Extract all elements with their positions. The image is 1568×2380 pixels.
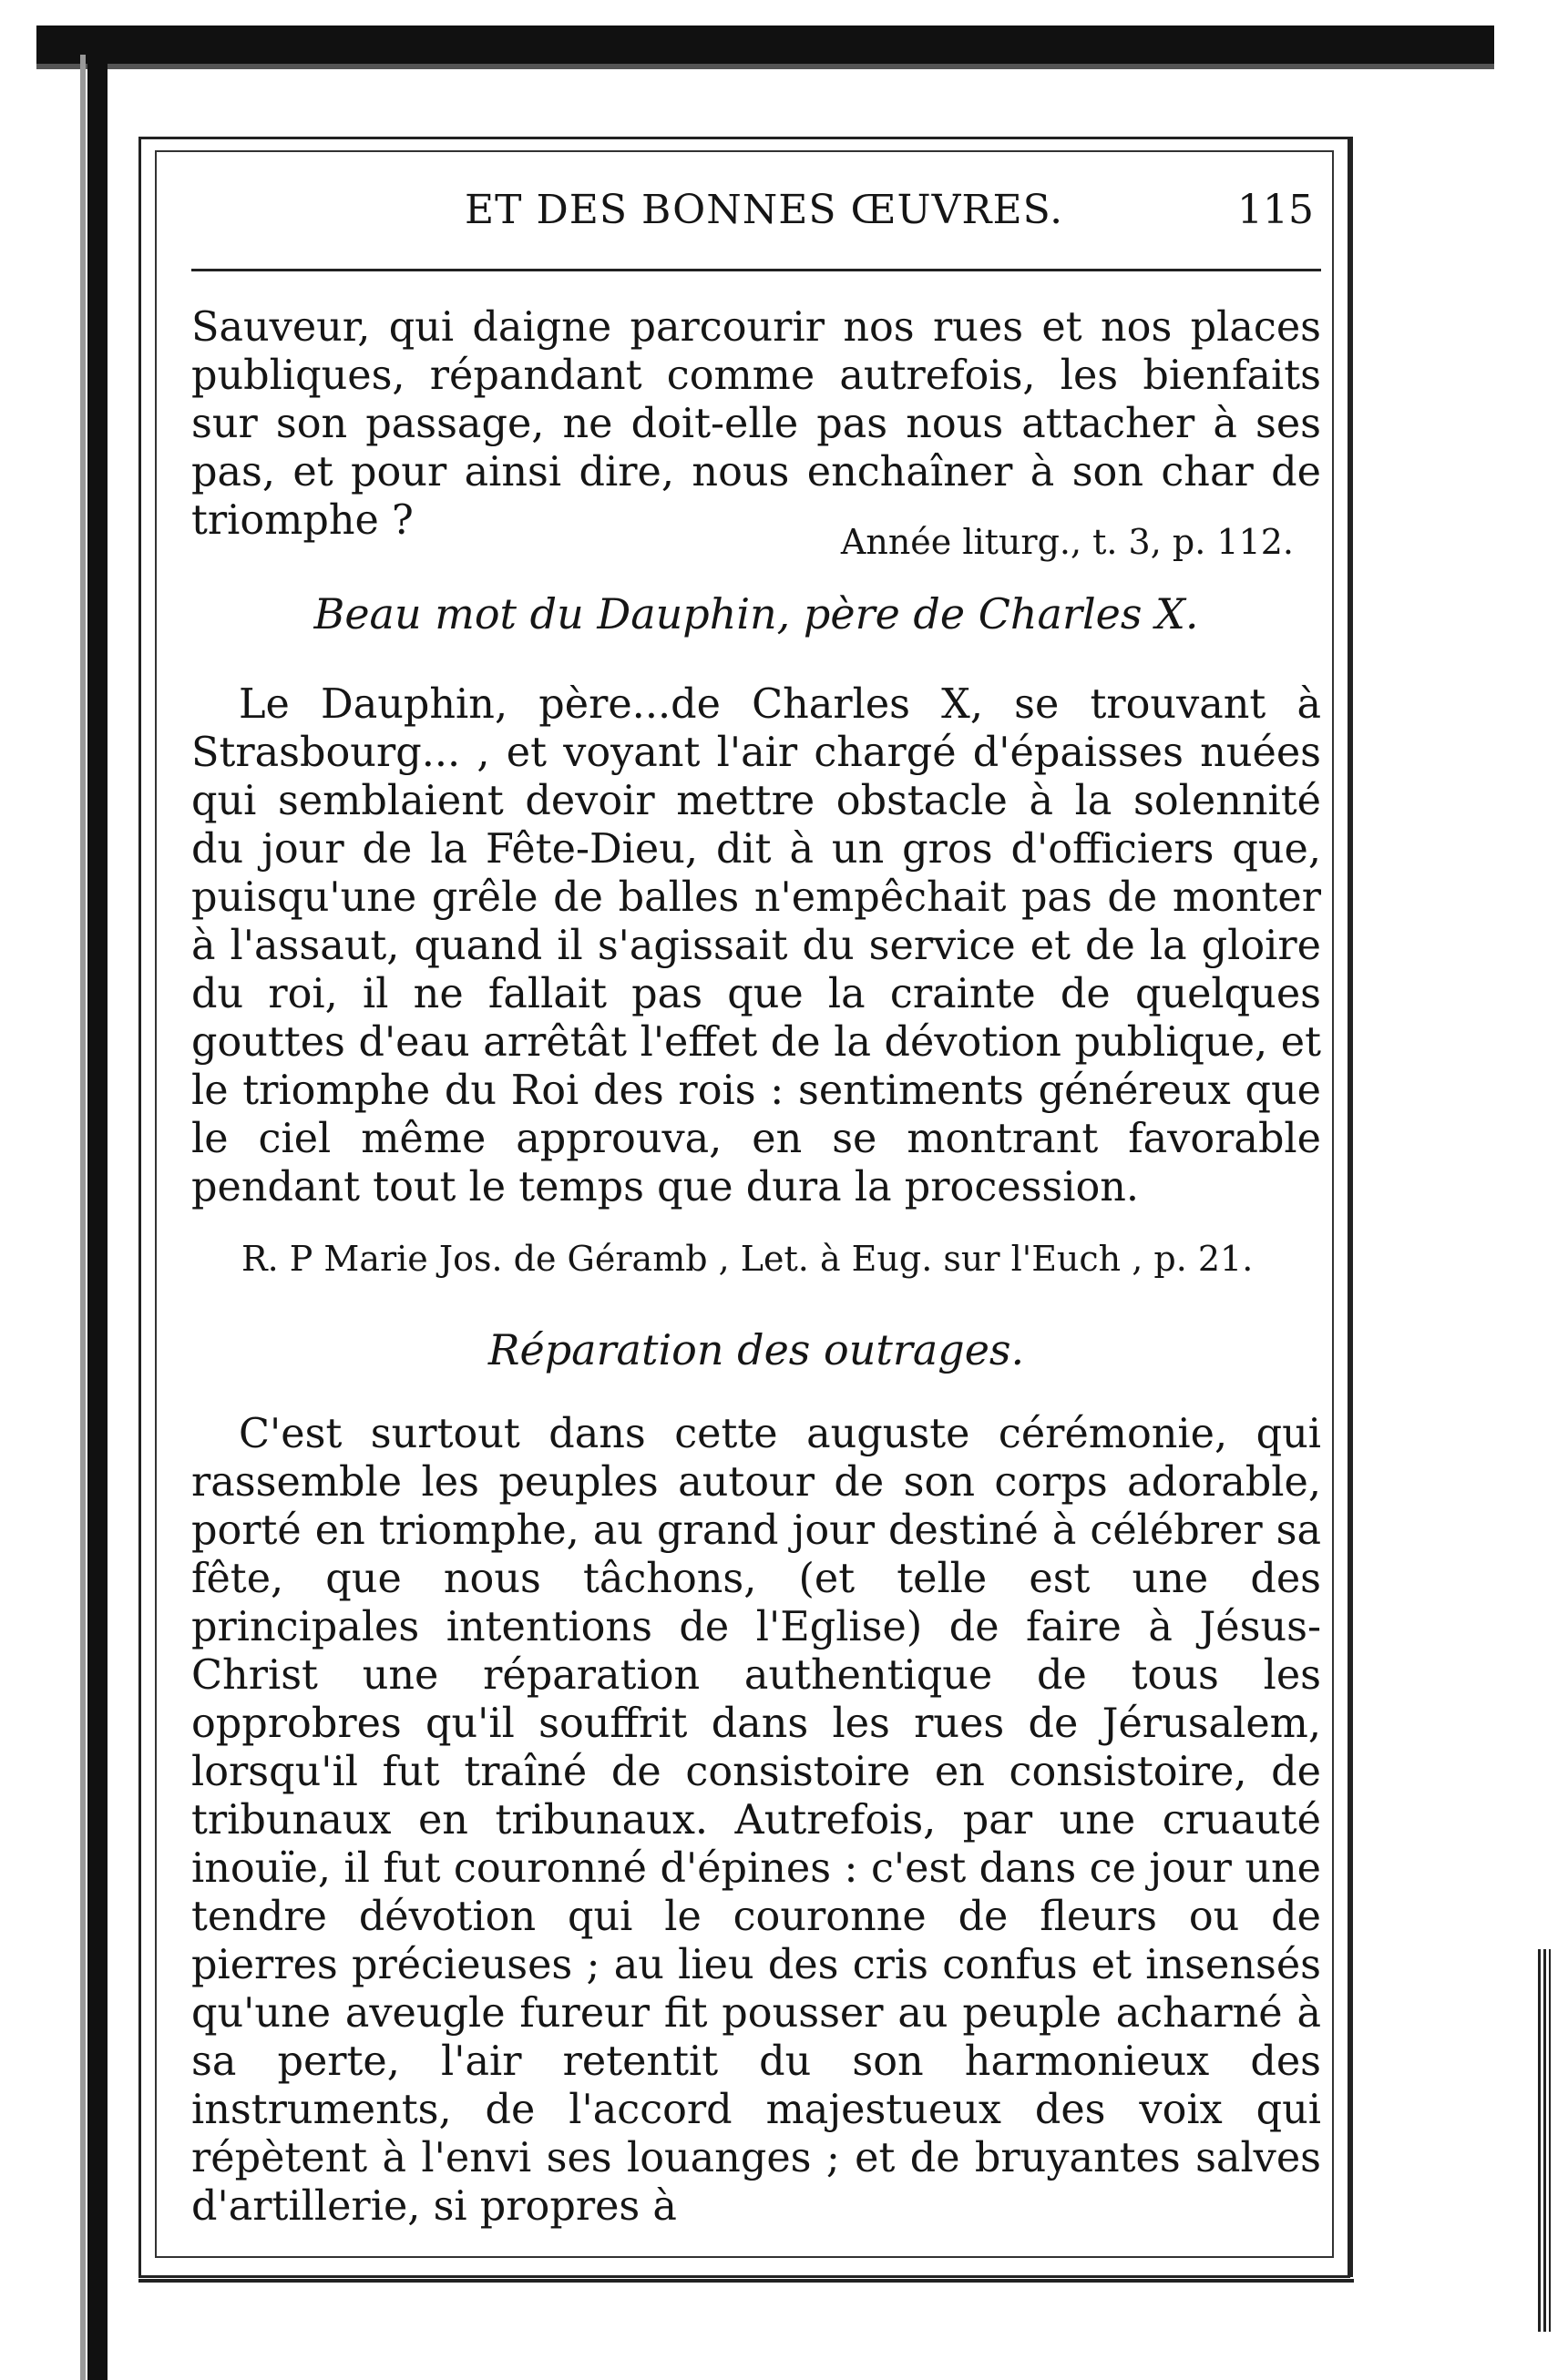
paragraph-continued xyxy=(191,303,1321,545)
page-border-shadow-right xyxy=(1350,137,1353,2277)
header-rule xyxy=(191,269,1321,271)
paragraph xyxy=(191,1410,1321,2231)
paragraph-text: Le Dauphin, père...de Charles X, se trouvant à Strasbourg... , et voyant l'air chargé d'épaisses nuées qui semblaient devoir mettre obstacle à la solennité du jour de la Fête-Dieu, dit à un gros d'officiers que, puisqu'une grêle de balles n'empêchait pas de monter à l'assaut, quand il s'agissait du service et de la gloire du roi, il ne fallait pas que la crainte de quelques gouttes d'eau arrêtât l'effet de la dévotion publique, et le triomphe du Roi des rois : sentiments généreux que le ciel même approuva, en se montrant favorable pendant tout le temps que dura la procession. xyxy=(191,681,1321,1210)
paragraph-text: Sauveur, qui daigne parcourir nos rues et nos places publiques, répandant comme autrefois, les bienfaits sur son passage, ne doit-elle pas nous attacher à ses pas, et pour ainsi dire, nous enchaîner à son char de triomphe ? xyxy=(191,304,1321,544)
page-right-edge xyxy=(1538,1949,1551,2332)
citation: Année liturg., t. 3, p. 112. xyxy=(840,522,1294,562)
page-left-edge xyxy=(87,55,108,2380)
citation: R. P Marie Jos. de Géramb , Let. à Eug. sur l'Euch , p. 21. xyxy=(241,1239,1254,1279)
page-border-shadow-bottom xyxy=(138,2279,1354,2283)
section-title: Beau mot du Dauphin, père de Charles X. xyxy=(313,589,1199,638)
page-number: 115 xyxy=(1237,187,1314,233)
paragraph-text: C'est surtout dans cette auguste cérémonie, qui rassemble les peuples autour de son corps adorable, porté en triomphe, au grand jour destiné à célébrer sa fête, que nous tâchons, (et telle est une des principales intentions de l'Eglise) de faire à Jésus-Christ une réparation authentique de tous les opprobres qu'il souffrit dans les rues de Jérusalem, lorsqu'il fut traîné de consistoire en consistoire, de tribunaux en tribunaux. Autrefois, par une cruauté inouïe, il fut couronné d'épines : c'est dans ce jour une tendre dévotion qui le couronne de fleurs ou de pierres précieuses ; au lieu des cris confus et insensés qu'une aveugle fureur fit pousser au peuple acharné à sa perte, l'air retentit du son harmonieux des instruments, de l'accord majestueux des voix qui répètent à l'envi ses louanges ; et de bruyantes salves d'artillerie, si propres à xyxy=(191,1411,1321,2230)
section-title: Réparation des outrages. xyxy=(487,1325,1025,1374)
paragraph xyxy=(191,680,1321,1211)
page-header xyxy=(191,187,1321,241)
running-title: ET DES BONNES ŒUVRES. xyxy=(465,187,1064,233)
page-top-edge xyxy=(36,26,1494,64)
book-page xyxy=(191,178,1321,2254)
